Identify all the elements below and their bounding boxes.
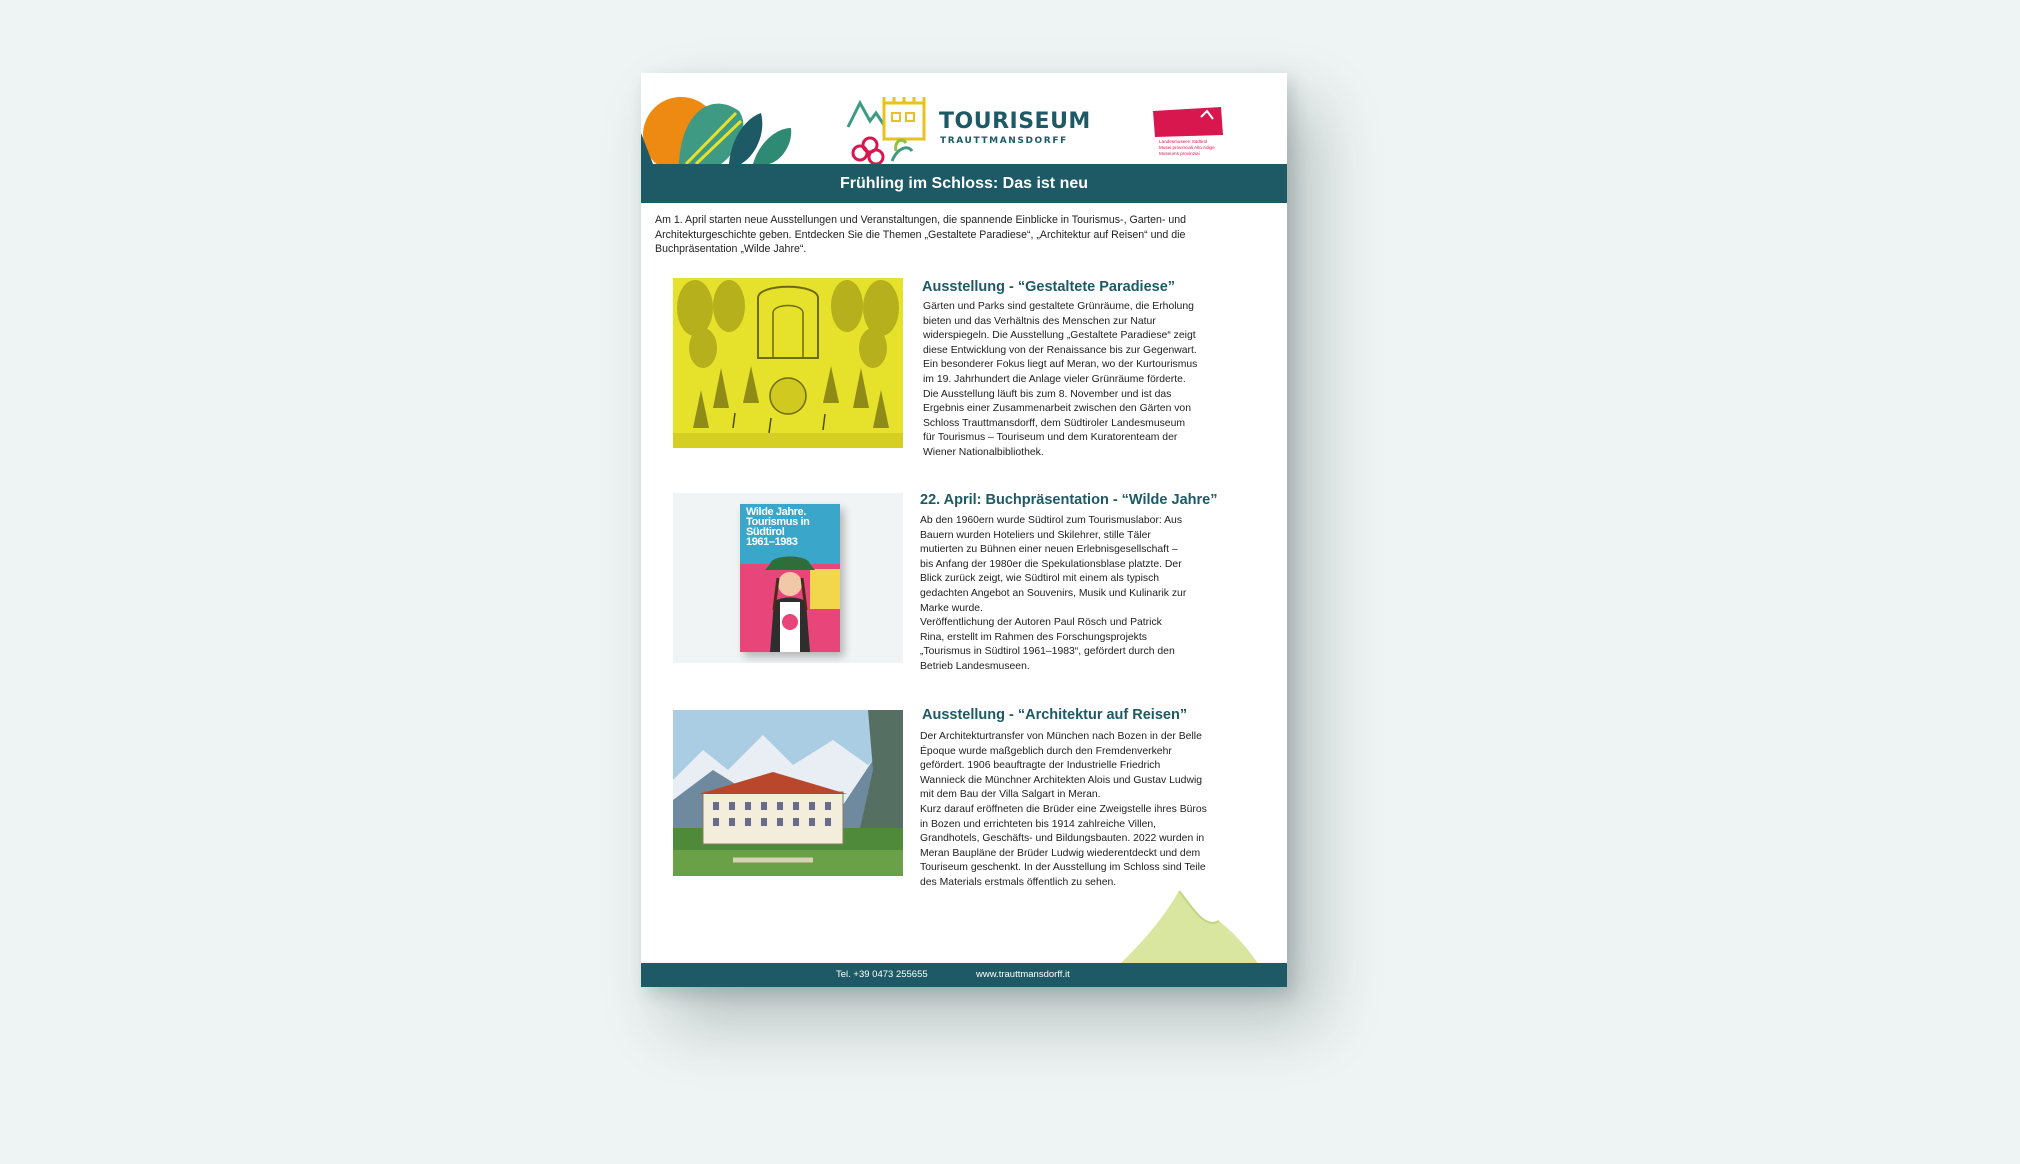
partner-line-3: Museums provinziai xyxy=(1159,151,1200,156)
garden-illustration-graphic xyxy=(673,278,903,448)
flyer-header xyxy=(641,73,1287,164)
touriseum-logo-icon xyxy=(846,95,934,165)
logo-subtitle: TRAUTTMANSDORFF xyxy=(940,136,1068,146)
partner-logo xyxy=(1151,107,1225,165)
book-cover-image xyxy=(740,504,840,652)
intro-text: Am 1. April starten neue Ausstellungen und Veranstaltungen, die spannende Einblicke in Tourismus-, Garten- und Architekturgeschichte geben. Entdecken Sie die Themen „Gestaltete Paradiese“, „Architektur auf Reisen“ und die Buchpräsentation „Wilde Jahre“. xyxy=(655,214,1186,255)
page-title: Frühling im Schloss: Das ist neu xyxy=(641,164,1287,203)
section-body-gestaltete-paradiese: Gärten und Parks sind gestaltete Grünräume, die Erholung bieten und das Verhältnis des Menschen zur Natur widerspiegeln. Die Ausstellung „Gestaltete Paradiese“ zeigt diese Entwicklung von der Renaissance bis zur Gegenwart. Ein besonderer Fokus liegt auf Meran, wo der Kurtourismus im 19. Jahrhundert die Anlage vieler Grünräume förderte. Die Ausstellung läuft bis zum 8. November und ist das Ergebnis einer Zusammenarbeit zwischen den Gärten von Schloss Trauttmansdorff, dem Südtiroler Landesmuseum für Tourismus – Touriseum und dem Kuratorenteam der Wiener Nationalbibliothek. xyxy=(923,301,1198,458)
section-body-wilde-jahre: Ab den 1960ern wurde Südtirol zum Tourismuslabor: Aus Bauern wurden Hoteliers und Skilehrer, stille Täler mutierten zu Bühnen einer neuen Erlebnisgesellschaft – bis Anfang der 1980er die Spekulationsblase platzte. Der Blick zurück zeigt, wie Südtirol mit einem als typisch gedachten Angebot an Souvenirs, Musik und Kulinarik zur Marke wurde. Veröffentlichung der Autoren Paul Rösch und Patrick Rina, erstellt im Rahmen des Forschungsprojekts „Tourismus in Südtirol 1961–1983“, gefördert durch den Betrieb Landesmuseen. xyxy=(920,515,1187,672)
flyer-page xyxy=(641,73,1287,987)
decorative-leaves-graphic xyxy=(641,73,801,164)
partner-line-2: Musei provinciali Alto Adige xyxy=(1159,145,1215,150)
section-title-gestaltete-paradiese: Ausstellung - “Gestaltete Paradiese” xyxy=(922,279,1176,295)
landesmuseen-logo-icon xyxy=(1151,107,1225,137)
flyer-footer xyxy=(641,963,1287,987)
section-body-architektur-auf-reisen: Der Architekturtransfer von München nach Bozen in der Belle Époque wurde maßgeblich durch den Fremdenverkehr gefördert. 1906 beauftragte der Industrielle Friedrich Wannieck die Münchner Architekten Alois und Gustav Ludwig mit dem Bau der Villa Salgart in Meran. Kurz darauf eröffneten die Brüder eine Zweigstelle ihres Büros in Bozen und errichteten bis 1914 zahlreiche Villen, Grandhotels, Geschäfts- und Bildungsbauten. 2022 wurden in Meran Baupläne der Brüder Ludwig wiederentdeckt und dem Touriseum geschenkt. In der Ausstellung im Schloss sind Teile des Materials erstmals öffentlich zu sehen. xyxy=(920,731,1207,888)
book-cover-title: Wilde Jahre. Tourismus in Südtirol 1961–1983 xyxy=(746,506,810,548)
garden-illustration-image xyxy=(673,278,903,448)
partner-line-1: Landesmuseen Südtirol xyxy=(1159,139,1208,144)
hotel-painting-image xyxy=(673,710,903,876)
logo-title: TOURISEUM xyxy=(939,109,1091,134)
section-title-architektur-auf-reisen: Ausstellung - “Architektur auf Reisen” xyxy=(922,707,1188,723)
footer-phone: Tel. +39 0473 255655 xyxy=(836,969,928,980)
decorative-mountain-graphic xyxy=(1119,885,1259,965)
footer-website-link[interactable]: www.trauttmansdorff.it xyxy=(976,969,1070,980)
book-cover-panel xyxy=(673,493,903,663)
hotel-painting-graphic xyxy=(673,710,903,876)
section-title-wilde-jahre: 22. April: Buchpräsentation - “Wilde Jahre” xyxy=(920,492,1218,508)
